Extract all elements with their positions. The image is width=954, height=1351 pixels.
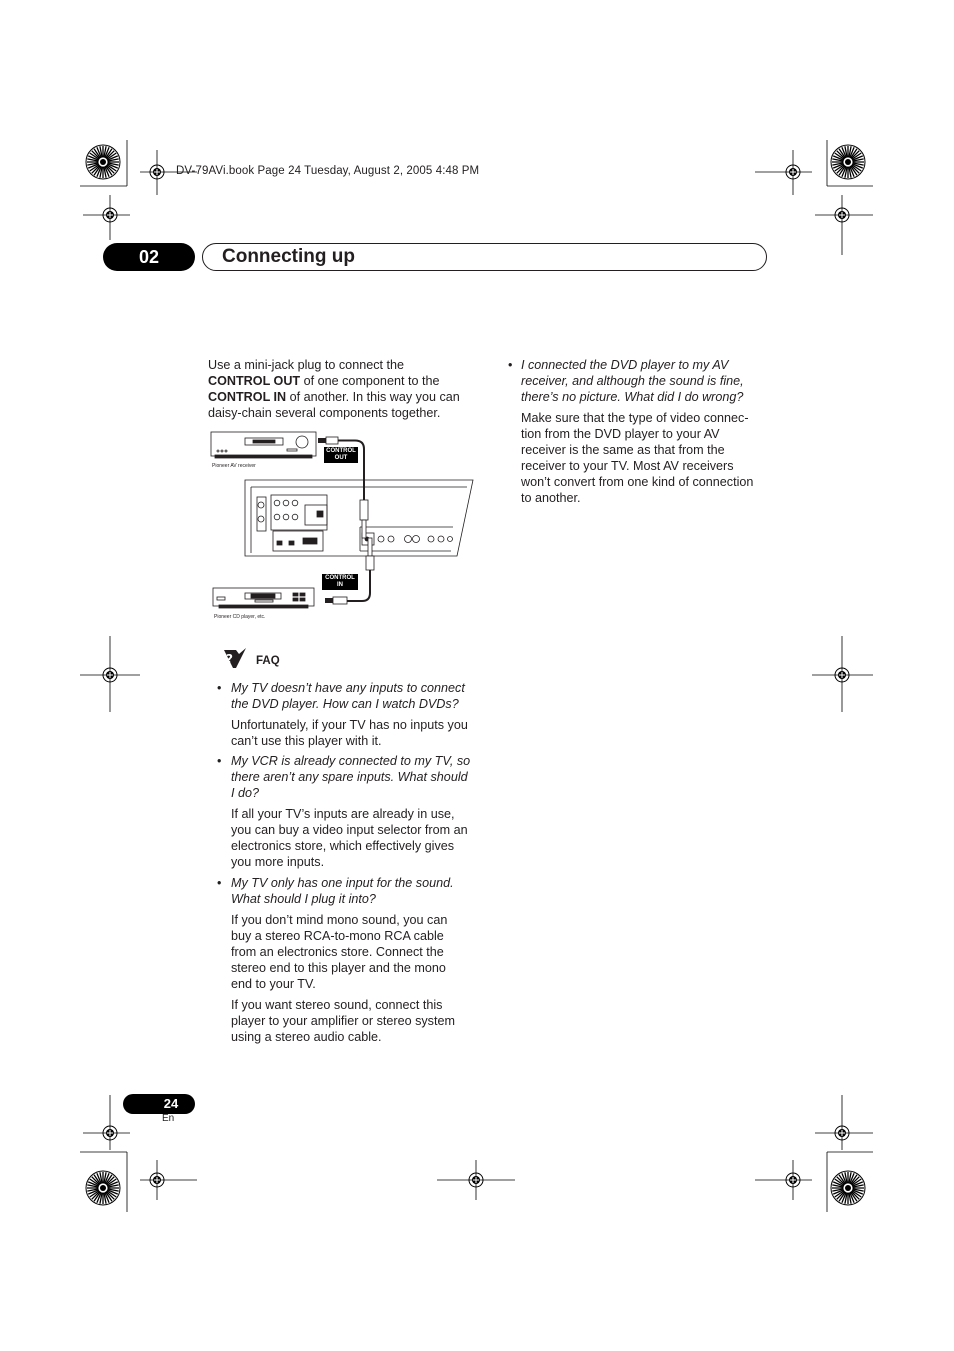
control-in-term: CONTROL IN <box>208 390 287 404</box>
control-in-label-line-1: CONTROL <box>325 575 355 581</box>
faq-question-line: What should I plug it into? <box>231 892 376 906</box>
faq-answer-line: can’t use this player with it. <box>231 734 382 748</box>
faq-answer-line: tion from the DVD player to your AV <box>521 427 720 441</box>
svg-text:?: ? <box>226 652 233 666</box>
page-number: 24 <box>163 1096 179 1111</box>
faq-answer <box>521 410 791 506</box>
bullet-icon: • <box>217 754 222 768</box>
faq-answer-line: receiver to your TV. Most AV receivers <box>521 459 734 473</box>
faq-item <box>217 875 482 1045</box>
control-out-term: CONTROL OUT <box>208 374 301 388</box>
faq-answer-line: player to your amplifier or stereo system <box>231 1014 455 1028</box>
faq-question <box>231 875 482 907</box>
faq-answer-line: Make sure that the type of video connec- <box>521 411 749 425</box>
faq-question-line: the DVD player. How can I watch DVDs? <box>231 697 459 711</box>
control-out-label-line-2: OUT <box>334 455 348 461</box>
faq-answer-line: Unfortunately, if your TV has no inputs you <box>231 718 468 732</box>
faq-answer <box>231 997 482 1045</box>
faq-item <box>217 680 482 749</box>
bullet-icon: • <box>217 681 222 695</box>
bullet-icon: • <box>217 876 222 890</box>
page-language: En <box>162 1113 175 1124</box>
faq-answer-line: you more inputs. <box>231 855 325 869</box>
intro-line-2 <box>208 373 488 389</box>
chapter-number: 02 <box>103 243 195 271</box>
cd-player-label: Pioneer CD player, etc. <box>214 614 266 620</box>
faq-question-line: My VCR is already connected to my TV, so <box>231 754 471 768</box>
intro-line-2-text: of one component to the <box>300 374 440 388</box>
chapter-title: Connecting up <box>222 246 355 267</box>
faq-answer-line: to another. <box>521 491 581 505</box>
faq-question-line: I connected the DVD player to my AV <box>521 358 729 372</box>
control-in-label <box>322 574 358 590</box>
faq-question <box>231 753 482 801</box>
control-out-label-line-1: CONTROL <box>326 448 356 454</box>
book-info-header: DV-79AVi.book Page 24 Tuesday, August 2, 2005 4:48 PM <box>176 165 480 177</box>
intro-line-3 <box>208 389 488 405</box>
faq-question <box>231 680 482 712</box>
intro-paragraph <box>208 357 488 421</box>
faq-item <box>217 753 482 870</box>
faq-answer <box>231 912 482 992</box>
faq-answer-line: stereo end to this player and the mono <box>231 961 446 975</box>
faq-answer-line: receiver is the same as that from the <box>521 443 725 457</box>
dvd-rear-panel-illustration <box>245 480 473 556</box>
intro-line-1: Use a mini-jack plug to connect the <box>208 358 405 372</box>
intro-line-3-text: of another. In this way you can <box>286 390 460 404</box>
faq-heading: FAQ <box>256 655 280 667</box>
faq-question <box>521 357 791 405</box>
faq-answer-line: using a stereo audio cable. <box>231 1030 382 1044</box>
faq-answer-line: If you want stereo sound, connect this <box>231 998 443 1012</box>
faq-answer-line: from an electronics store. Connect the <box>231 945 444 959</box>
control-out-label <box>324 447 358 463</box>
faq-answer-line: you can buy a video input selector from an <box>231 823 468 837</box>
faq-answer-line: electronics store, which effectively gives <box>231 839 455 853</box>
cd-player-illustration <box>213 588 314 608</box>
receiver-label: Pioneer AV receiver <box>212 463 256 469</box>
faq-answer <box>231 806 482 870</box>
faq-answer-line: end to your TV. <box>231 977 316 991</box>
faq-answer-line: If all your TV’s inputs are already in use, <box>231 807 455 821</box>
faq-answer-line: buy a stereo RCA-to-mono RCA cable <box>231 929 444 943</box>
control-in-label-line-2: IN <box>337 582 343 588</box>
bullet-icon: • <box>508 358 513 372</box>
intro-line-4: daisy-chain several components together. <box>208 406 441 420</box>
av-receiver-illustration <box>211 432 316 458</box>
faq-list <box>217 680 482 1045</box>
right-faq-item <box>508 357 791 506</box>
faq-question-line: there aren’t any spare inputs. What should <box>231 770 468 784</box>
faq-question-line: I do? <box>231 786 260 800</box>
faq-icon <box>222 646 250 672</box>
faq-question-line: My TV doesn’t have any inputs to connect <box>231 681 465 695</box>
faq-question-line: My TV only has one input for the sound. <box>231 876 454 890</box>
faq-question-line: receiver, and although the sound is fine, <box>521 374 744 388</box>
faq-question-line: there’s no picture. What did I do wrong? <box>521 390 744 404</box>
faq-answer-line: If you don’t mind mono sound, you can <box>231 913 448 927</box>
faq-answer <box>231 717 482 749</box>
faq-answer-line: won’t convert from one kind of connection <box>521 475 754 489</box>
